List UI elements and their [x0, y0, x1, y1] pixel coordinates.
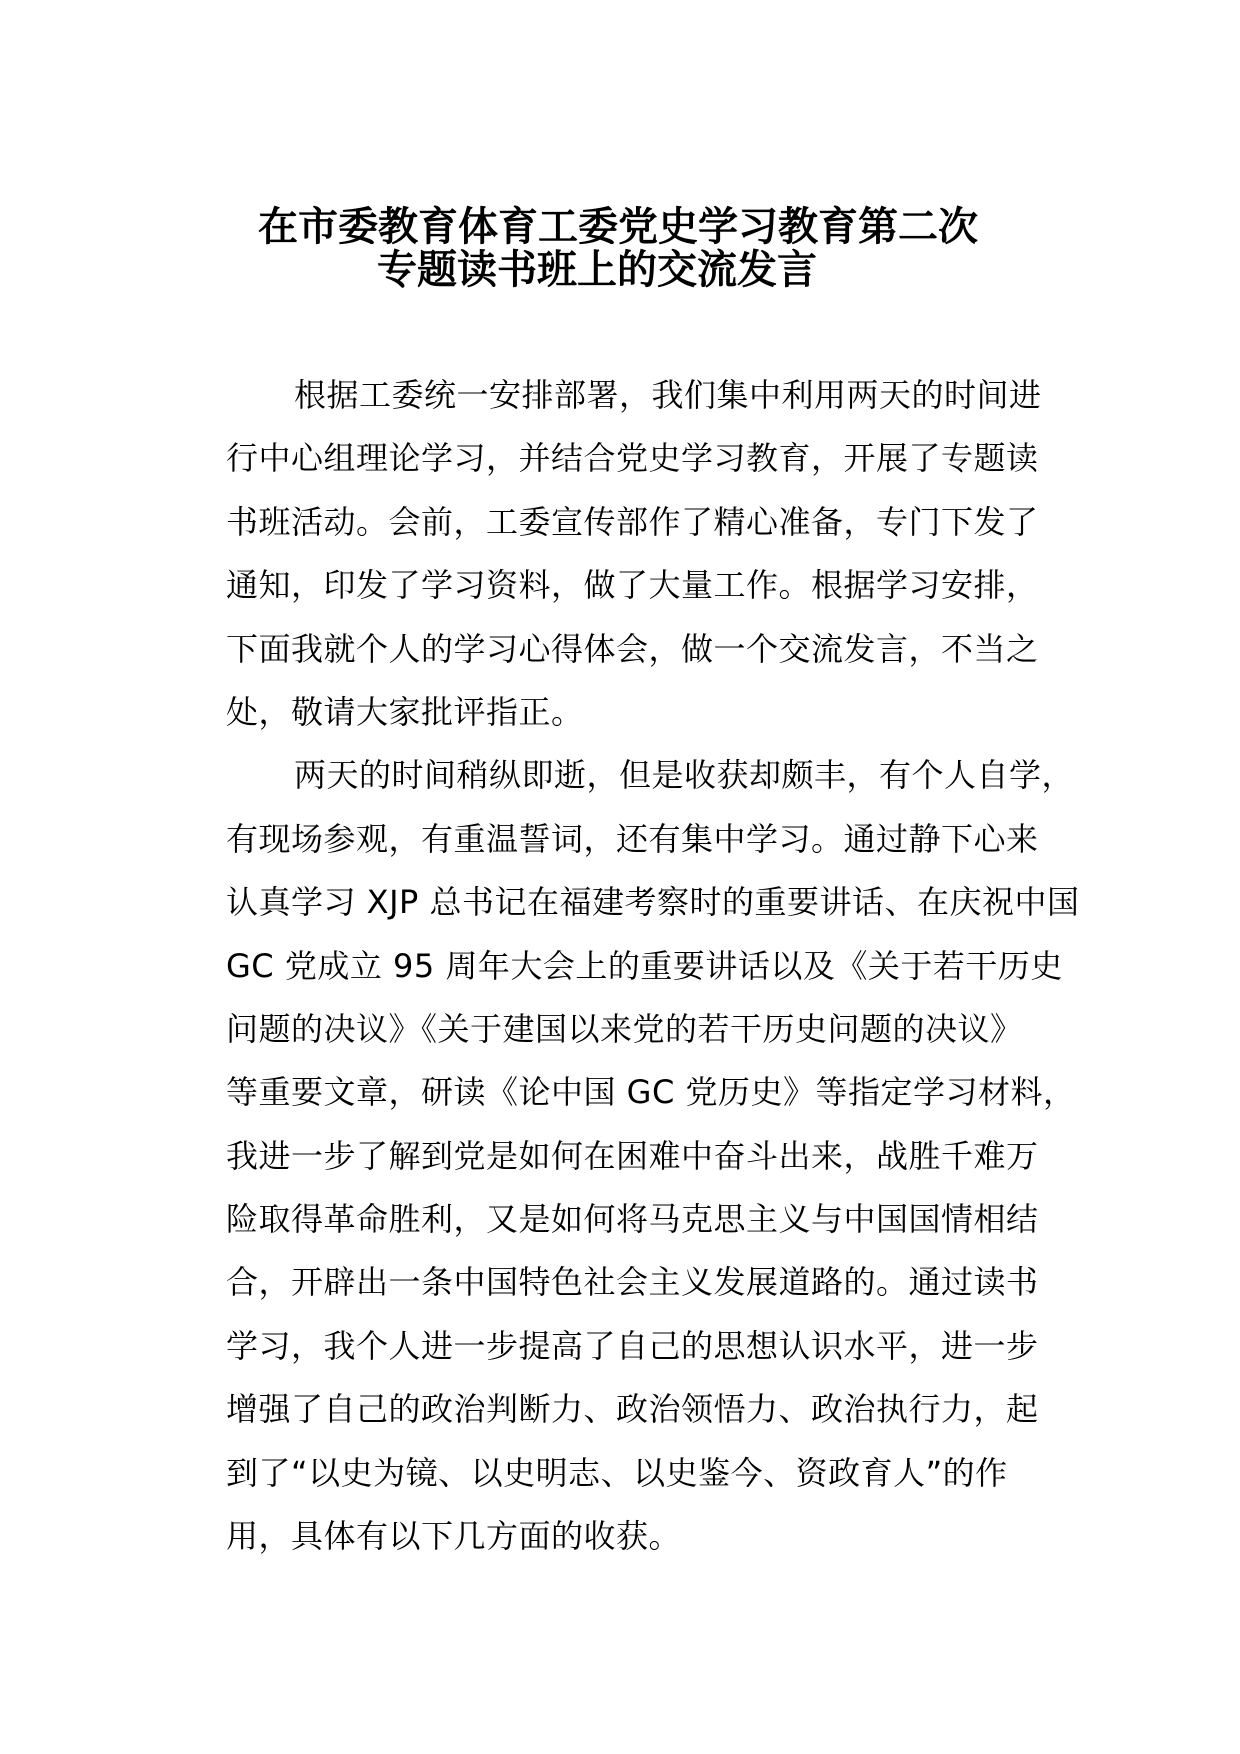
paragraph-line: 通知，印发了学习资料，做了大量工作。根据学习安排，	[226, 566, 1039, 605]
paragraph-line: 处，敬请大家批评指正。	[226, 692, 584, 731]
paragraph-line: 书班活动。会前，工委宣传部作了精心准备，专门下发了	[226, 502, 1039, 541]
paragraph-line: 合，开辟出一条中国特色社会主义发展道路的。通过读书	[226, 1263, 1039, 1302]
paragraph-2	[226, 744, 1106, 1568]
paragraph-line: 增强了自己的政治判断力、政治领悟力、政治执行力，起	[226, 1390, 1039, 1429]
paragraph-line: 用，具体有以下几方面的收获。	[226, 1517, 682, 1556]
paragraph-line: GC 党成立 95 周年大会上的重要讲话以及《关于若干历史	[226, 946, 1063, 985]
paragraph-line: 根据工委统一安排部署，我们集中利用两天的时间进	[294, 376, 1042, 414]
paragraph-line: 学习，我个人进一步提高了自己的思想认识水平，进一步	[226, 1326, 1039, 1365]
paragraph-line: 下面我就个人的学习心得体会，做一个交流发言，不当之	[226, 629, 1039, 668]
paragraph-line: 等重要文章，研读《论中国 GC 党历史》等指定学习材料，	[226, 1073, 1076, 1112]
paragraph-line: 到了“以史为镜、以史明志、以史鉴今、资政育人”的作	[226, 1453, 1008, 1492]
document-title-line-2: 专题读书班上的交流发言	[377, 247, 817, 293]
document-body	[226, 364, 1106, 1568]
paragraph-line: 行中心组理论学习，并结合党史学习教育，开展了专题读	[226, 439, 1039, 478]
paragraph-1	[226, 364, 1106, 744]
paragraph-line: 我进一步了解到党是如何在困难中奋斗出来，战胜千难万	[226, 1136, 1039, 1175]
paragraph-line: 认真学习 XJP 总书记在福建考察时的重要讲话、在庆祝中国	[226, 883, 1080, 922]
document-title-line-1: 在市委教育体育工委党史学习教育第二次	[258, 204, 978, 250]
paragraph-line: 有现场参观，有重温誓词，还有集中学习。通过静下心来	[226, 819, 1039, 858]
paragraph-line: 问题的决议》《关于建国以来党的若干历史问题的决议》	[226, 1009, 1023, 1048]
paragraph-line: 两天的时间稍纵即逝，但是收获却颇丰，有个人自学，	[294, 756, 1075, 795]
paragraph-line: 险取得革命胜利，又是如何将马克思主义与中国国情相结	[226, 1200, 1039, 1239]
